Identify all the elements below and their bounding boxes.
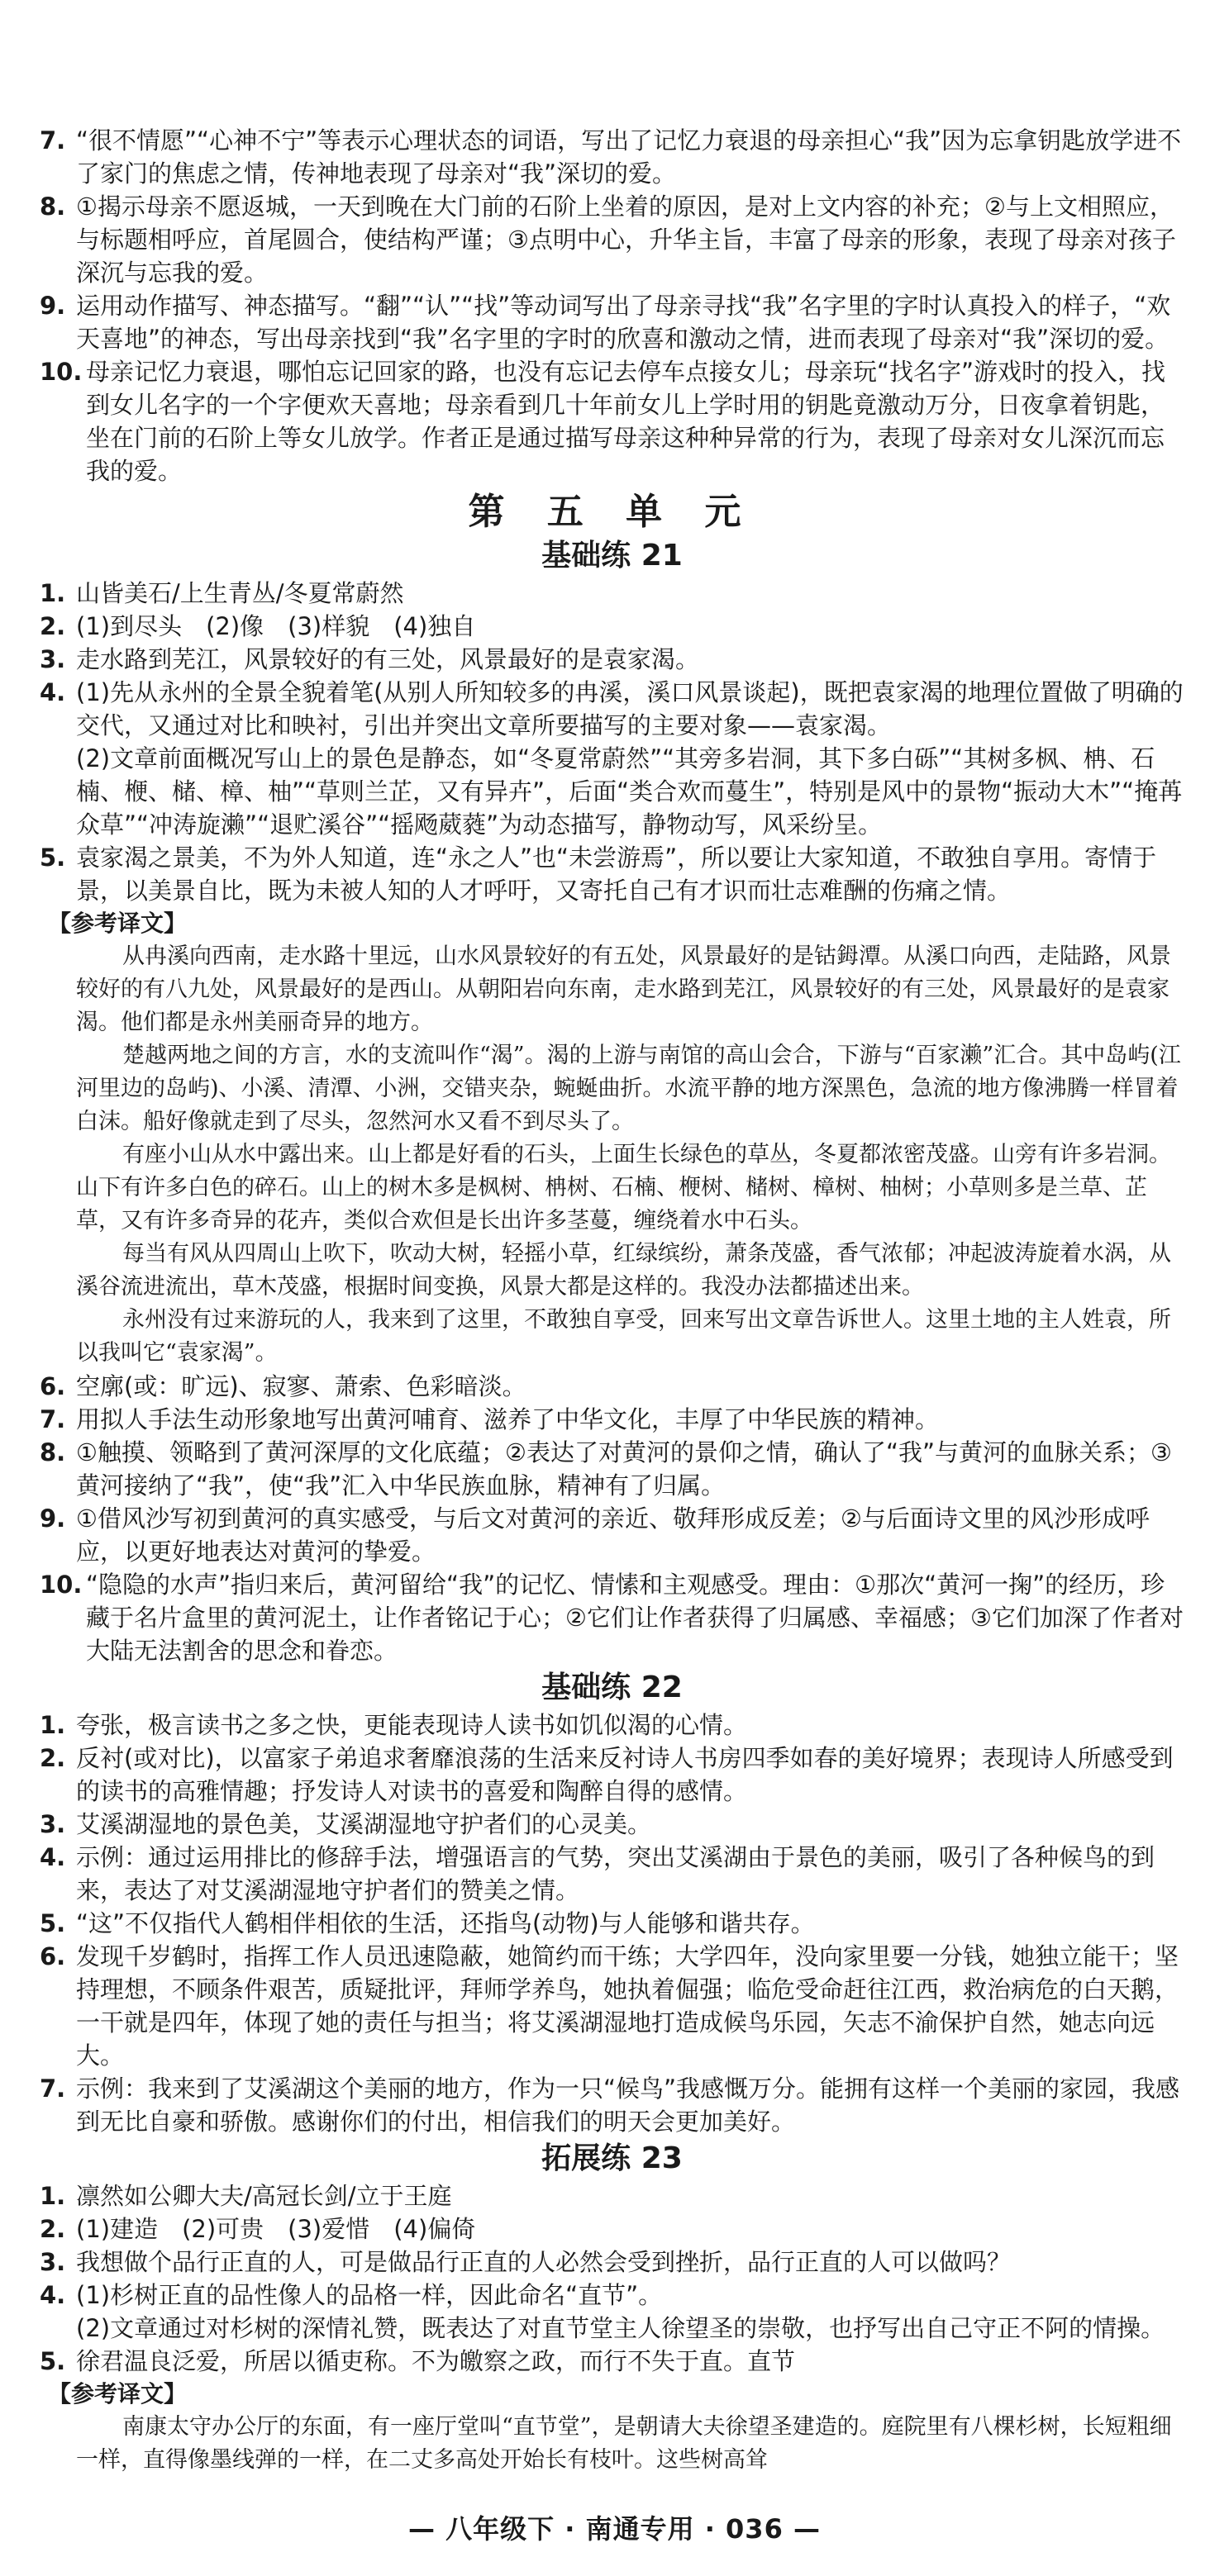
section-21-answers bbox=[40, 577, 1184, 1667]
answer-item: 8. ①触摸、领略到了黄河深厚的文化底蕴；②表达了对黄河的景仰之情，确认了“我”与黄河的血脉关系；③黄河接纳了“我”，使“我”汇入中华民族血脉，精神有了归属。 bbox=[40, 1438, 1173, 1499]
translation-paragraph: 永州没有过来游玩的人，我来到了这里，不敢独自享受，回来写出文章告诉世人。这里土地的主人姓袁，所以我叫它“袁家渴”。 bbox=[76, 1307, 1171, 1366]
answer-item: 9. 运用动作描写、神态描写。“翻”“认”“找”等动词写出了母亲寻找“我”名字里的字时认真投入的样子，“欢天喜地”的神态，写出母亲找到“我”名字里的字时的欣喜和激动之情，进而表现了母亲对“我”深切的爱。 bbox=[40, 292, 1171, 353]
section-22-answers bbox=[40, 1709, 1184, 2138]
answer-item: 2. (1)到尽头 (2)像 (3)样貌 (4)独自 bbox=[40, 612, 476, 640]
answer-item: 4. 示例：通过运用排比的修辞手法，增强语言的气势，突出艾溪湖由于景色的美丽，吸引了各种候鸟的到来，表达了对艾溪湖湿地守护者们的赞美之情。 bbox=[40, 1843, 1155, 1904]
answer-item: 5. 袁家渴之景美，不为外人知道，连“永之人”也“未尝游焉”，所以要让大家知道，不敢独自享用。寄情于景，以美景自比，既为未被人知的人才呼吁，又寄托自己有才识而壮志难酬的伤痛之情。 bbox=[40, 844, 1157, 905]
answer-item: 2. (1)建造 (2)可贵 (3)爱惜 (4)偏倚 bbox=[40, 2215, 476, 2243]
page-footer: — 八年级下 · 南通专用 · 036 — bbox=[408, 2513, 821, 2545]
answer-item: 5. “这”不仅指代人鹤相伴相依的生活，还指鸟(动物)与人能够和谐共存。 bbox=[40, 1909, 815, 1937]
answer-item: 5. 徐君温良泛爱，所居以循吏称。不为皦察之政，而行不失于直。直节 bbox=[40, 2347, 796, 2375]
answer-item: 7. 用拟人手法生动形象地写出黄河哺育、滋养了中华文化，丰厚了中华民族的精神。 bbox=[40, 1405, 940, 1433]
top-answer-list bbox=[40, 124, 1184, 487]
answer-item: 3. 我想做个品行正直的人，可是做品行正直的人必然会受到挫折，品行正直的人可以做吗？ bbox=[40, 2248, 1012, 2276]
section-title-21: 基础练 21 bbox=[541, 539, 683, 573]
section-title-23: 拓展练 23 bbox=[541, 2141, 683, 2175]
reference-translation-label: 【参考译文】 bbox=[48, 2380, 188, 2407]
answer-subitem: (2)文章前面概况写山上的景色是静态，如“冬夏常蔚然”“其旁多岩洞，其下多白砾”“其树多枫、柟、石楠、楩、槠、樟、柚”“草则兰芷，又有异卉”，后面“类合欢而蔓生”，特别是风中的景物“振动大木”“掩苒众草”“冲涛旋濑”“退贮溪谷”“摇飏葳蕤”为动态描写，静物动写，风采纷呈。 bbox=[76, 744, 1183, 839]
translation-paragraph: 有座小山从水中露出来。山上都是好看的石头，上面生长绿色的草丛，冬夏都浓密茂盛。山旁有许多岩洞。山下有许多白色的碎石。山上的树木多是枫树、柟树、石楠、楩树、槠树、樟树、柚树；小草则多是兰草、芷草，又有许多奇异的花卉，类似合欢但是长出许多茎蔓，缠绕着水中石头。 bbox=[76, 1142, 1171, 1233]
answer-item: 9. ①借风沙写初到黄河的真实感受，与后文对黄河的亲近、敬拜形成反差；②与后面诗文里的风沙形成呼应，以更好地表达对黄河的挚爱。 bbox=[40, 1504, 1150, 1566]
translation-paragraph: 每当有风从四周山上吹下，吹动大树，轻摇小草，红绿缤纷，萧条茂盛，香气浓郁；冲起波涛旋着水涡，从溪谷流进流出，草木茂盛，根据时间变换，风景大都是这样的。我没办法都描述出来。 bbox=[76, 1241, 1171, 1300]
answer-item: 6. 空廓(或：旷远)、寂寥、萧索、色彩暗淡。 bbox=[40, 1372, 526, 1400]
answer-item: 3. 走水路到芜江，风景较好的有三处，风景最好的是袁家渴。 bbox=[40, 645, 700, 673]
translation-paragraph: 楚越两地之间的方言，水的支流叫作“渴”。渴的上游与南馆的高山会合，下游与“百家濑”汇合。其中岛屿(江河里边的岛屿)、小溪、清潭、小洲，交错夹杂，蜿蜒曲折。水流平静的地方深黑色，急流的地方像沸腾一样冒着白沫。船好像就走到了尽头，忽然河水又看不到尽头了。 bbox=[76, 1043, 1181, 1134]
section-title-22: 基础练 22 bbox=[541, 1671, 683, 1704]
translation-paragraph: 南康太守办公厅的东面，有一座厅堂叫“直节堂”，是朝请大夫徐望圣建造的。庭院里有八棵杉树，长短粗细一样，直得像墨线弹的一样，在二丈多高处开始长有枝叶。这些树高耸 bbox=[76, 2414, 1172, 2473]
answer-item: 10. 母亲记忆力衰退，哪怕忘记回家的路，也没有忘记去停车点接女儿；母亲玩“找名字”游戏时的投入，找到女儿名字的一个字便欢天喜地；母亲看到几十年前女儿上学时用的钥匙竟激动万分，日夜拿着钥匙，坐在门前的石阶上等女儿放学。作者正是通过描写母亲这种种异常的行为，表现了母亲对女儿深沉而忘我的爱。 bbox=[40, 358, 1166, 485]
answer-item: 1. 山皆美石/上生青丛/冬夏常蔚然 bbox=[40, 579, 404, 607]
answer-item: 8. ①揭示母亲不愿返城，一天到晚在大门前的石阶上坐着的原因，是对上文内容的补充；②与上文相照应，与标题相呼应，首尾圆合，使结构严谨；③点明中心，升华主旨，丰富了母亲的形象，表现了母亲对孩子深沉与忘我的爱。 bbox=[40, 192, 1177, 287]
answer-item: 4. (1)先从永州的全景全貌着笔(从别人所知较多的冉溪，溪口风景谈起)，既把袁家渴的地理位置做了明确的交代，又通过对比和映衬，引出并突出文章所要描写的主要对象——袁家渴。 bbox=[40, 678, 1184, 739]
section-23-answers bbox=[40, 2179, 1184, 2477]
answer-item: 1. 夸张，极言读书之多之快，更能表现诗人读书如饥似渴的心情。 bbox=[40, 1711, 748, 1739]
answer-item: 3. 艾溪湖湿地的景色美，艾溪湖湿地守护者们的心灵美。 bbox=[40, 1810, 652, 1838]
answer-item: 10. “隐隐的水声”指归来后，黄河留给“我”的记忆、情愫和主观感受。理由：①那次“黄河一掬”的经历，珍藏于名片盒里的黄河泥土，让作者铭记于心；②它们让作者获得了归属感、幸福感；③它们加深了作者对大陆无法割舍的思念和眷恋。 bbox=[40, 1571, 1184, 1665]
answer-item: 1. 凛然如公卿大夫/高冠长剑/立于王庭 bbox=[40, 2182, 452, 2210]
answer-item: 7. “很不情愿”“心神不宁”等表示心理状态的词语，写出了记忆力衰退的母亲担心“我”因为忘拿钥匙放学进不了家门的焦虑之情，传神地表现了母亲对“我”深切的爱。 bbox=[40, 126, 1182, 188]
reference-translation-label: 【参考译文】 bbox=[48, 910, 188, 937]
page-content bbox=[40, 124, 1184, 2477]
answer-item: 6. 发现千岁鹤时，指挥工作人员迅速隐蔽，她简约而干练；大学四年，没向家里要一分钱，她独立能干；坚持理想，不顾条件艰苦，质疑批评，拜师学养鸟，她执着倔强；临危受命赶往江西，救治病危的白天鹅，一干就是四年，体现了她的责任与担当；将艾溪湖湿地打造成候鸟乐园，矢志不渝保护自然，她志向远大。 bbox=[40, 1942, 1179, 2070]
translation-paragraph: 从冉溪向西南，走水路十里远，山水风景较好的有五处，风景最好的是钴鉧潭。从溪口向西，走陆路，风景较好的有八九处，风景最好的是西山。从朝阳岩向东南，走水路到芜江，风景较好的有三处，风景最好的是袁家渴。他们都是永州美丽奇异的地方。 bbox=[76, 943, 1171, 1035]
answer-item: 7. 示例：我来到了艾溪湖这个美丽的地方，作为一只“候鸟”我感慨万分。能拥有这样一个美丽的家园，我感到无比自豪和骄傲。感谢你们的付出，相信我们的明天会更加美好。 bbox=[40, 2075, 1180, 2136]
answer-item: 4. (1)杉树正直的品性像人的品格一样，因此命名“直节”。 bbox=[40, 2281, 663, 2309]
answer-item: 2. 反衬(或对比)，以富家子弟追求奢靡浪荡的生活来反衬诗人书房四季如春的美好境界；表现诗人所感受到的读书的高雅情趣；抒发诗人对读书的喜爱和陶醉自得的感情。 bbox=[40, 1744, 1174, 1805]
unit-title: 第 五 单 元 bbox=[468, 491, 756, 533]
answer-subitem: (2)文章通过对杉树的深情礼赞，既表达了对直节堂主人徐望圣的崇敬，也抒写出自己守正不阿的情操。 bbox=[76, 2314, 1165, 2342]
